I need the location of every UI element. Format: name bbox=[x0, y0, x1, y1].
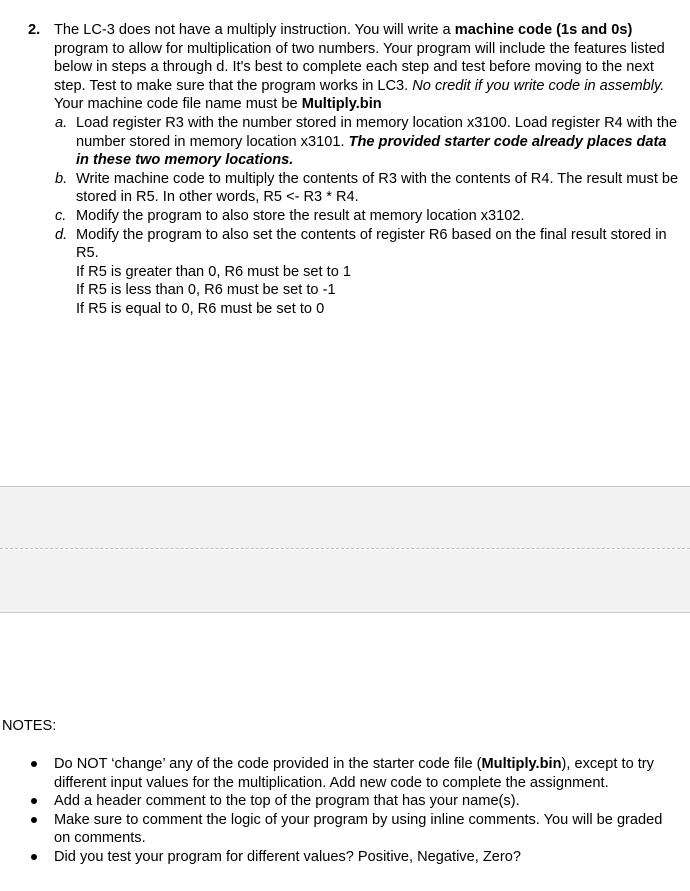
intro-text-3: Your machine code file name must be bbox=[54, 96, 302, 113]
question-intro bbox=[54, 21, 680, 114]
filename: Multiply.bin bbox=[301, 96, 382, 113]
question-2 bbox=[28, 21, 680, 319]
step-text: Modify the program to also set the contents of register R6 based on the final result stored in R5. bbox=[76, 226, 667, 262]
step-letter: d. bbox=[55, 226, 68, 243]
bullet-icon bbox=[31, 854, 37, 860]
condition-line: If R5 is less than 0, R6 must be set to -1 bbox=[76, 282, 336, 299]
answer-area-bottom bbox=[0, 550, 690, 613]
intro-text-2: program to allow for multiplication of two numbers. Your program will include the features listed below in steps a through d. It's best to complete each step and test before moving to the next step. Test to make sure that the program works in LC3. bbox=[54, 40, 665, 94]
note-text-2: ), except to try different input values for the multiplication. Add new code to complete the assignment. bbox=[54, 756, 654, 791]
intro-text-1: The LC-3 does not have a multiply instruction. You will write a bbox=[54, 22, 455, 38]
step-c bbox=[50, 207, 680, 226]
notes-list bbox=[28, 755, 678, 867]
step-a bbox=[50, 114, 680, 170]
step-letter: c. bbox=[55, 207, 67, 224]
bullet-icon bbox=[31, 761, 37, 767]
note-text: Do NOT ‘change’ any of the code provided in the starter code file ( bbox=[54, 756, 482, 772]
step-letter: b. bbox=[55, 170, 68, 187]
step-emphasis: The provided starter code already places data in these two memory locations. bbox=[76, 133, 667, 169]
note-text: Make sure to comment the logic of your program by using inline comments. You will be graded on comments. bbox=[54, 811, 663, 847]
question-number: 2. bbox=[28, 22, 41, 38]
condition-line: If R5 is equal to 0, R6 must be set to 0 bbox=[76, 300, 325, 317]
step-text: Modify the program to also store the result at memory location x3102. bbox=[76, 207, 525, 224]
note-item bbox=[28, 755, 678, 792]
note-item bbox=[28, 811, 678, 848]
note-bold: Multiply.bin bbox=[481, 756, 562, 772]
condition-line: If R5 is greater than 0, R6 must be set to 1 bbox=[76, 263, 351, 280]
dashed-divider bbox=[0, 548, 690, 549]
note-text: Add a header comment to the top of the program that has your name(s). bbox=[54, 793, 520, 810]
bullet-icon bbox=[31, 817, 37, 823]
step-d bbox=[50, 226, 680, 319]
step-letter: a. bbox=[55, 114, 68, 131]
step-text: Load register R3 with the number stored in memory location x3100. Load register R4 with the number stored in memory location x3101. bbox=[76, 114, 678, 150]
bullet-icon bbox=[31, 798, 37, 804]
steps-list bbox=[50, 114, 680, 319]
note-item bbox=[28, 792, 678, 811]
answer-area-top bbox=[0, 486, 690, 549]
step-text: Write machine code to multiply the contents of R3 with the contents of R4. The result must be stored in R5. In other words, R5 <- R3 * R4. bbox=[76, 170, 679, 206]
step-b bbox=[50, 170, 680, 207]
note-item bbox=[28, 848, 678, 867]
note-text: Did you test your program for different values? Positive, Negative, Zero? bbox=[54, 848, 521, 865]
intro-italic: No credit if you write code in assembly. bbox=[412, 77, 665, 94]
intro-bold: machine code (1s and 0s) bbox=[454, 22, 633, 38]
notes-heading: NOTES: bbox=[2, 718, 57, 734]
